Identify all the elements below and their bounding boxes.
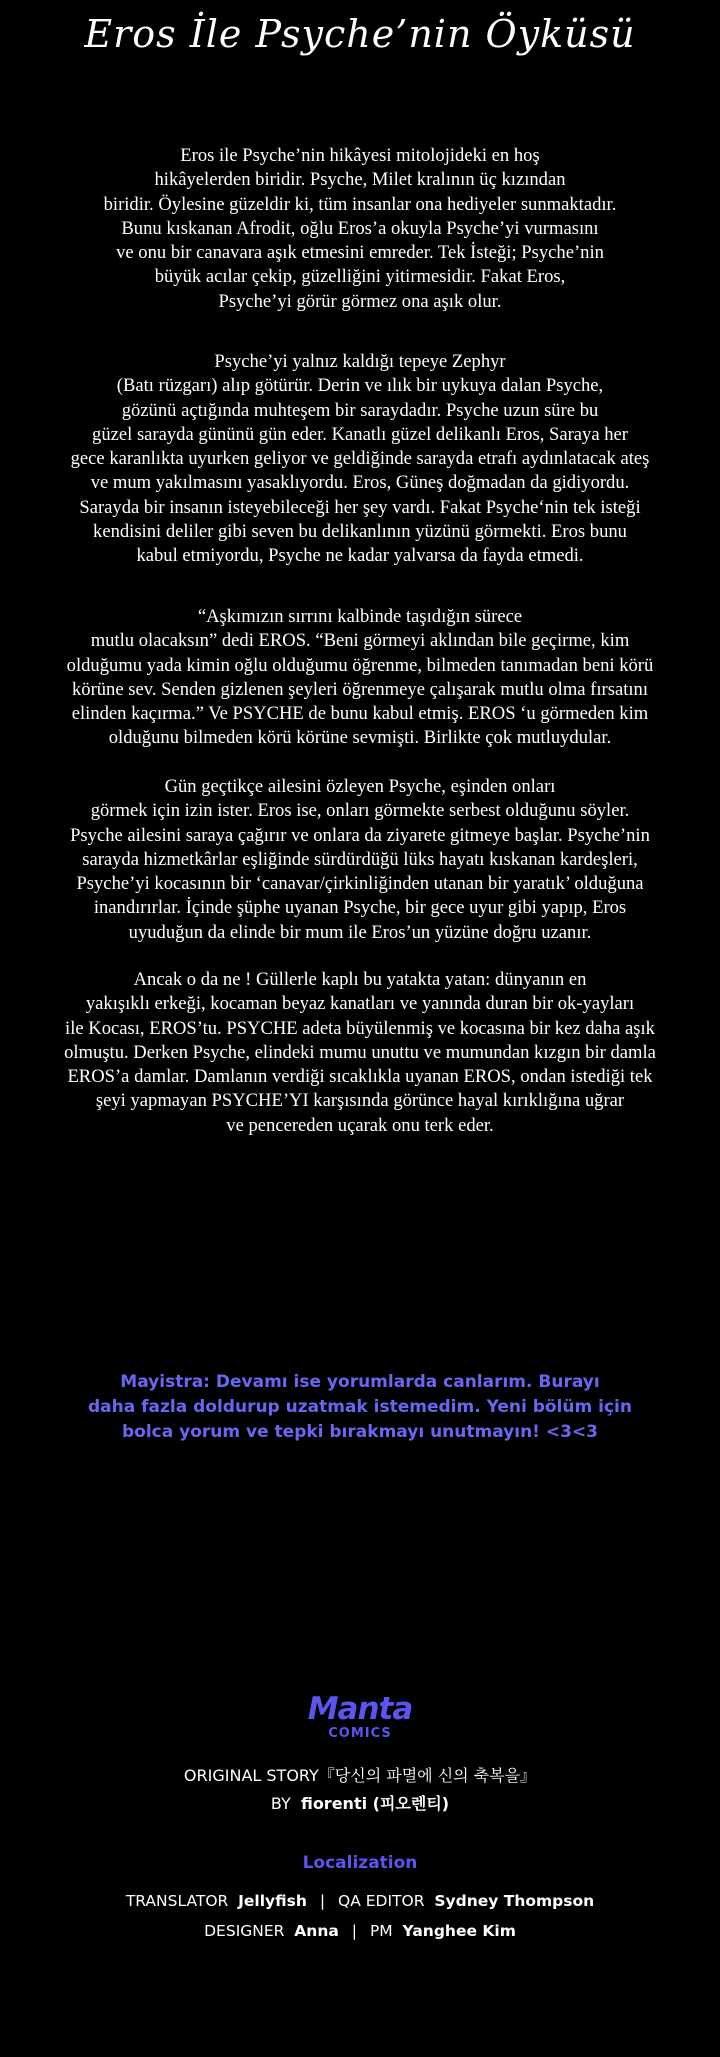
- story-paragraph-2: [30, 350, 690, 569]
- text-line: daha fazla doldurup uzatmak istemedim. Yeni bölüm için: [88, 1397, 632, 1417]
- text-line: hikâyelerden biridir. Psyche, Milet kralının üç kızından: [154, 169, 566, 191]
- text-line: ile Kocası, EROS’tu. PSYCHE adeta büyülenmiş ve kocasına bir kez daha aşık: [65, 1017, 655, 1039]
- text-line: biridir. Öylesine güzeldir ki, tüm insanlar ona hediyeler sunmaktadır.: [103, 193, 617, 215]
- text-line: ve mum yakılmasını yasaklıyordu. Eros, Güneş doğmadan da gidiyordu.: [90, 472, 630, 494]
- logo-subtitle: COMICS: [328, 1726, 392, 1741]
- localization-team: [0, 1886, 720, 1946]
- author-name: fiorenti (피오렌티): [300, 1794, 450, 1813]
- pm-label: PM: [369, 1922, 393, 1940]
- text-line: Gün geçtikçe ailesini özleyen Psyche, eşinden onları: [164, 776, 556, 797]
- text-line: güzel sarayda gününü gün eder. Kanatlı güzel delikanlı Eros, Saraya her: [92, 423, 628, 445]
- text-line: Bunu kıskanan Afrodit, oğlu Eros’a okuyla Psyche’yi vurmasını: [121, 217, 599, 239]
- text-line: görmek için izin ister. Eros ise, onları görmekte serbest olduğunu söyler.: [90, 800, 630, 822]
- text-line: büyük acılar çekip, güzelliğini yitirmesidir. Fakat Eros,: [154, 266, 566, 288]
- text-line: uyuduğun da elinde bir mum ile Eros’un yüzüne doğru uzanır.: [128, 921, 592, 943]
- translator-label: TRANSLATOR: [125, 1892, 229, 1910]
- logo-wordmark: Manta: [307, 1691, 413, 1727]
- text-line: kendisini deliler gibi seven bu delikanlının yüzünü görmekti. Eros bunu: [93, 521, 627, 543]
- original-story-title: 『당신의 파멸에 신의 축복을』: [318, 1766, 537, 1785]
- text-line: olmuştu. Derken Psyche, elindeki mumu unuttu ve mumundan kızgın bir damla: [64, 1041, 656, 1063]
- qa-editor-name: Sydney Thompson: [434, 1892, 595, 1910]
- author-line: [0, 1790, 720, 1818]
- story-paragraph-3: [30, 605, 690, 751]
- text-line: Eros ile Psyche’nin hikâyesi mitolojideki en hoş: [180, 145, 540, 166]
- separator: |: [319, 1892, 326, 1910]
- text-line: Ancak o da ne ! Güllerle kaplı bu yatakta yatan: dünyanın en: [133, 969, 587, 990]
- localization-heading: Localization: [302, 1853, 418, 1873]
- text-line: sarayda hizmetkârlar eşliğinde sürdürdüğü lüks hayatı kıskanan kardeşleri,: [82, 848, 638, 870]
- story-paragraph-4: [30, 775, 690, 945]
- text-line: bolca yorum ve tepki bırakmayı unutmayın! <3<3: [122, 1422, 598, 1442]
- text-line: elinden kaçırma.” Ve PSYCHE de bunu kabul etmiş. EROS ‘u görmeden kim: [71, 703, 649, 725]
- text-line: Mayistra: Devamı ise yorumlarda canlarım. Burayı: [120, 1372, 600, 1392]
- designer-name: Anna: [294, 1922, 339, 1940]
- designer-label: DESIGNER: [204, 1922, 285, 1940]
- text-line: olduğunu bilmeden körü körüne sevmişti. Birlikte çok mutluydular.: [108, 727, 612, 749]
- translator-name: Jellyfish: [238, 1892, 307, 1910]
- pm-name: Yanghee Kim: [402, 1922, 516, 1940]
- text-line: Sarayda bir insanın isteyebileceği her şey vardı. Fakat Psyche‘nin tek isteği: [79, 496, 641, 518]
- text-line: Psyche ailesini saraya çağırır ve onlara da ziyarete gitmeye başlar. Psyche’nin: [70, 824, 650, 846]
- team-line-1: [0, 1886, 720, 1916]
- text-line: olduğumu yada kimin oğlu olduğumu öğrenme, bilmeden tanımadan beni körü: [66, 654, 654, 676]
- text-line: ve pencereden uçarak onu terk eder.: [226, 1114, 494, 1136]
- original-story-label: ORIGINAL STORY: [183, 1766, 319, 1785]
- translator-note: [0, 1370, 720, 1445]
- page-title: Eros İle Psyche’nin Öyküsü: [84, 12, 636, 56]
- qa-editor-label: QA EDITOR: [338, 1892, 425, 1910]
- separator: |: [351, 1922, 357, 1940]
- text-line: ve onu bir canavara aşık etmesini emreder. Tek İsteği; Psyche’nin: [116, 242, 604, 264]
- text-line: şeyi yapmayan PSYCHE’YI karşısında görünce hayal kırıklığına uğrar: [95, 1090, 625, 1112]
- text-line: gece karanlıkta uyurken geliyor ve geldiğinde sarayda etrafı aydınlatacak ateş: [70, 448, 650, 470]
- text-line: “Aşkımızın sırrını kalbinde taşıdığın sürece: [197, 606, 523, 627]
- story-paragraph-1: [30, 144, 690, 314]
- text-line: EROS’a damlar. Damlanın verdiği sıcaklıkla uyanan EROS, ondan istediği tek: [67, 1066, 653, 1088]
- original-story-credit: [0, 1762, 720, 1818]
- story-paragraph-5: [30, 968, 690, 1138]
- by-label: BY: [270, 1794, 291, 1813]
- manta-logo: [0, 1692, 720, 1742]
- text-line: kabul etmiyordu, Psyche ne kadar yalvarsa da fayda etmedi.: [136, 545, 584, 567]
- text-line: (Batı rüzgarı) alıp götürür. Derin ve ılık bir uykuya dalan Psyche,: [116, 375, 604, 397]
- text-line: gözünü açtığında muhteşem bir saraydadır. Psyche uzun süre bu: [121, 399, 599, 421]
- text-line: yakışıklı erkeği, kocaman beyaz kanatları ve yanında duran bir ok-yayları: [85, 993, 635, 1015]
- original-story-line: [0, 1762, 720, 1790]
- text-line: inandırırlar. İçinde şüphe uyanan Psyche, bir gece uyur gibi yapıp, Eros: [93, 897, 627, 919]
- text-line: Psyche’yi görür görmez ona aşık olur.: [218, 290, 502, 312]
- team-line-2: [0, 1916, 720, 1946]
- text-line: Psyche’yi yalnız kaldığı tepeye Zephyr: [214, 351, 506, 372]
- text-line: mutlu olacaksın” dedi EROS. “Beni görmeyi aklından bile geçirme, kim: [90, 630, 630, 652]
- text-line: Psyche’yi kocasının bir ‘canavar/çirkinliğinden utanan bir yaratık’ olduğuna: [76, 873, 644, 895]
- text-line: körüne sev. Senden gizlenen şeyleri öğrenmeye çalışarak mutlu olma fırsatını: [71, 678, 649, 700]
